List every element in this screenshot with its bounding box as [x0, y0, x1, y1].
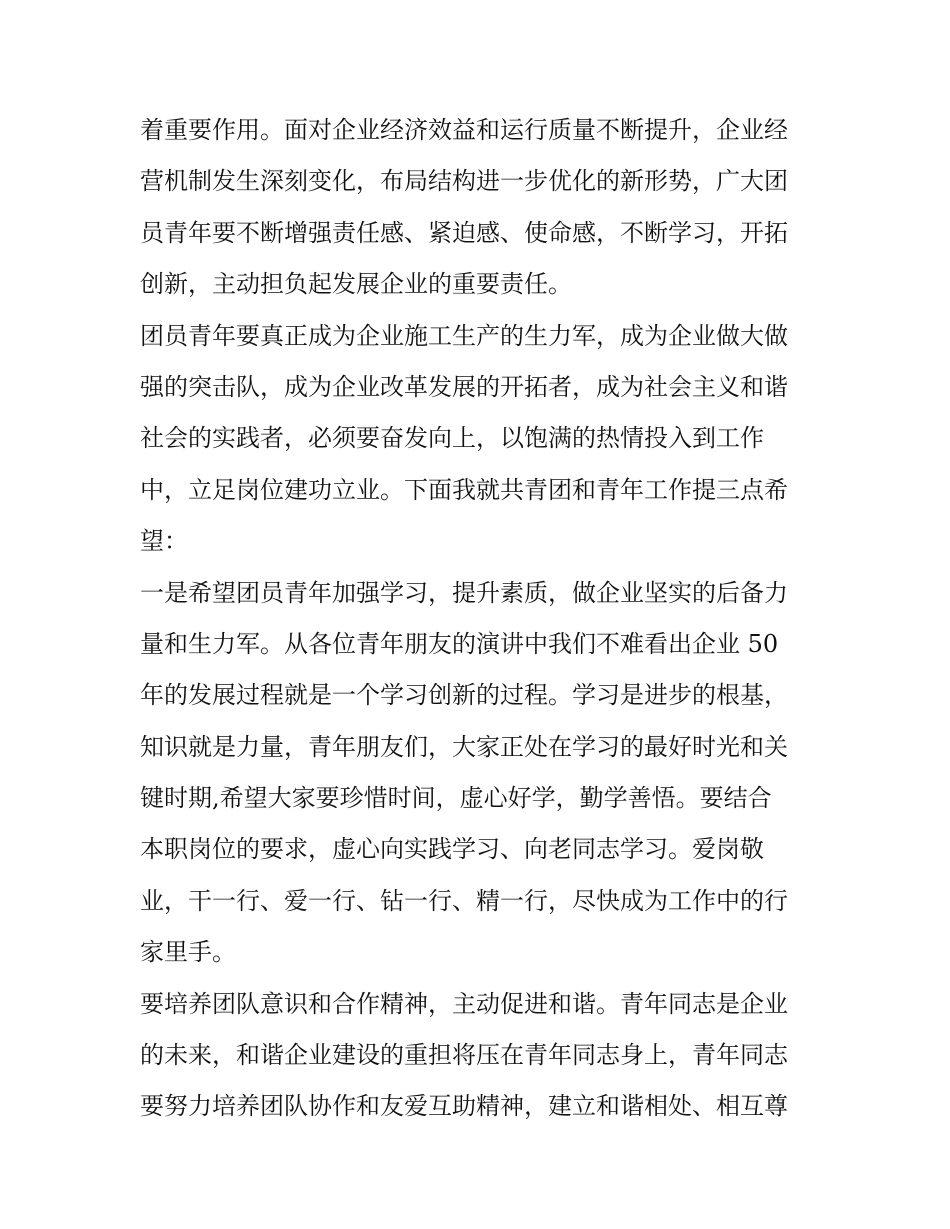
- text-line-11: 量和生力军。从各位青年朋友的演讲中我们不难看出企业 50: [140, 629, 779, 658]
- text-line-14: 键时期,希望大家要珍惜时间，虚心好学，勤学善悟。要结合: [140, 784, 772, 813]
- text-line-5: 团员青年要真正成为企业施工生产的生力军，成为企业做大做: [140, 321, 788, 350]
- text-line-2: 营机制发生深刻变化，布局结构进一步优化的新形势，广大团: [140, 167, 788, 196]
- text-line-1: 着重要作用。面对企业经济效益和运行质量不断提升，企业经: [140, 116, 788, 144]
- text-line-4: 创新，主动担负起发展企业的重要责任。: [140, 270, 572, 299]
- text-line-15: 本职岗位的要求，虚心向实践学习、向老同志学习。爱岗敬: [140, 835, 764, 864]
- text-line-17: 家里手。: [140, 938, 236, 967]
- text-line-20: 要努力培养团队协作和友爱互助精神，建立和谐相处、相互尊: [140, 1092, 788, 1121]
- text-line-7: 社会的实践者，必须要奋发向上，以饱满的热情投入到工作: [140, 424, 764, 453]
- text-line-16: 业，干一行、爱一行、钻一行、精一行，尽快成为工作中的行: [140, 886, 788, 915]
- text-line-8: 中，立足岗位建功立业。下面我就共青团和青年工作提三点希: [140, 475, 788, 504]
- text-line-3: 员青年要不断增强责任感、紧迫感、使命感，不断学习，开拓: [140, 218, 788, 247]
- text-line-18: 要培养团队意识和合作精神，主动促进和谐。青年同志是企业: [140, 989, 788, 1018]
- text-line-12: 年的发展过程就是一个学习创新的过程。学习是进步的根基，: [140, 681, 788, 710]
- text-line-19: 的未来，和谐企业建设的重担将压在青年同志身上，青年同志: [140, 1041, 788, 1070]
- document-body: [140, 110, 812, 1138]
- text-line-10: 一是希望团员青年加强学习，提升素质，做企业坚实的后备力: [140, 578, 788, 607]
- text-line-6: 强的突击队，成为企业改革发展的开拓者，成为社会主义和谐: [140, 372, 788, 401]
- text-line-9: 望：: [140, 527, 188, 556]
- text-line-13: 知识就是力量，青年朋友们，大家正处在学习的最好时光和关: [140, 732, 788, 761]
